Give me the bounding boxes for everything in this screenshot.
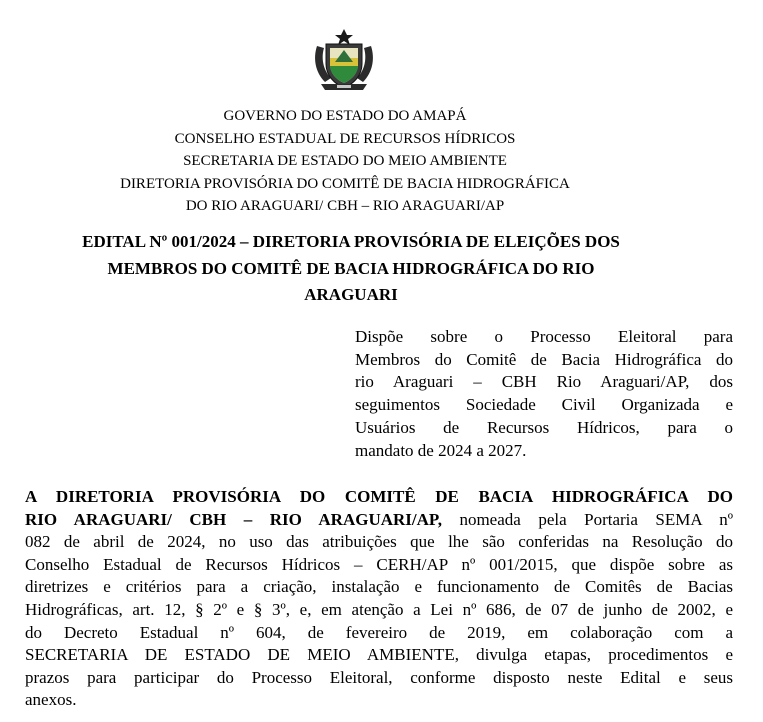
abstract-line: rio Araguari – CBH Rio Araguari/AP, dos (355, 372, 733, 392)
body-line: SECRETARIA DE ESTADO DE MEIO AMBIENTE, divulga etapas, procedimentos e (25, 645, 733, 665)
abstract-line: mandato de 2024 a 2027. (355, 440, 527, 460)
header-line: CONSELHO ESTADUAL DE RECURSOS HÍDRICOS (174, 130, 516, 147)
header-block (0, 105, 690, 218)
body-line (25, 509, 733, 532)
title-line: ARAGUARI (304, 285, 398, 304)
abstract-block (355, 326, 733, 462)
body-fragment: nomeada pela Portaria SEMA nº (441, 509, 733, 529)
body-line: 082 de abril de 2024, no uso das atribuições que lhe são conferidas na Resolução do (25, 532, 733, 552)
header-line: GOVERNO DO ESTADO DO AMAPÁ (223, 108, 467, 124)
document-title (0, 229, 702, 309)
abstract-line: Dispõe sobre o Processo Eleitoral para (355, 327, 733, 346)
body-line: anexos. (25, 690, 77, 710)
abstract-line: Membros do Comitê de Bacia Hidrográfica do (355, 349, 733, 369)
header-line: DIRETORIA PROVISÓRIA DO COMITÊ DE BACIA HIDROGRÁFICA (120, 175, 570, 192)
title-line: EDITAL Nº 001/2024 – DIRETORIA PROVISÓRIA DE ELEIÇÕES DOS (82, 232, 620, 251)
abstract-line: seguimentos Sociedade Civil Organizada e (355, 395, 733, 415)
body-bold-fragment: RIO ARAGUARI/ CBH – RIO ARAGUARI/AP, (25, 509, 442, 529)
body-paragraph (25, 486, 733, 712)
body-line: diretrizes e critérios para a criação, instalação e funcionamento de Comitês de Bacias (25, 577, 733, 597)
body-line: prazos para participar do Processo Eleitoral, conforme disposto neste Edital e seus (25, 667, 733, 687)
body-line: do Decreto Estadual nº 604, de fevereiro de 2019, em colaboração com a (25, 622, 733, 642)
title-line: MEMBROS DO COMITÊ DE BACIA HIDROGRÁFICA DO RIO (107, 258, 595, 278)
body-line: Conselho Estadual de Recursos Hídricos – CERH/AP nº 001/2015, que dispõe sobre as (25, 554, 733, 574)
abstract-line: Usuários de Recursos Hídricos, para o (355, 417, 733, 437)
header-line: SECRETARIA DE ESTADO DO MEIO AMBIENTE (183, 153, 507, 170)
state-coat-of-arms-icon (311, 28, 377, 92)
body-line: Hidrográficas, art. 12, § 2º e § 3º, e, em atenção a Lei nº 686, de 07 de junho de 2002, e (25, 599, 733, 619)
header-line: DO RIO ARAGUARI/ CBH – RIO ARAGUARI/AP (185, 198, 505, 215)
body-line-bold: A DIRETORIA PROVISÓRIA DO COMITÊ DE BACIA HIDROGRÁFICA DO (25, 487, 733, 506)
